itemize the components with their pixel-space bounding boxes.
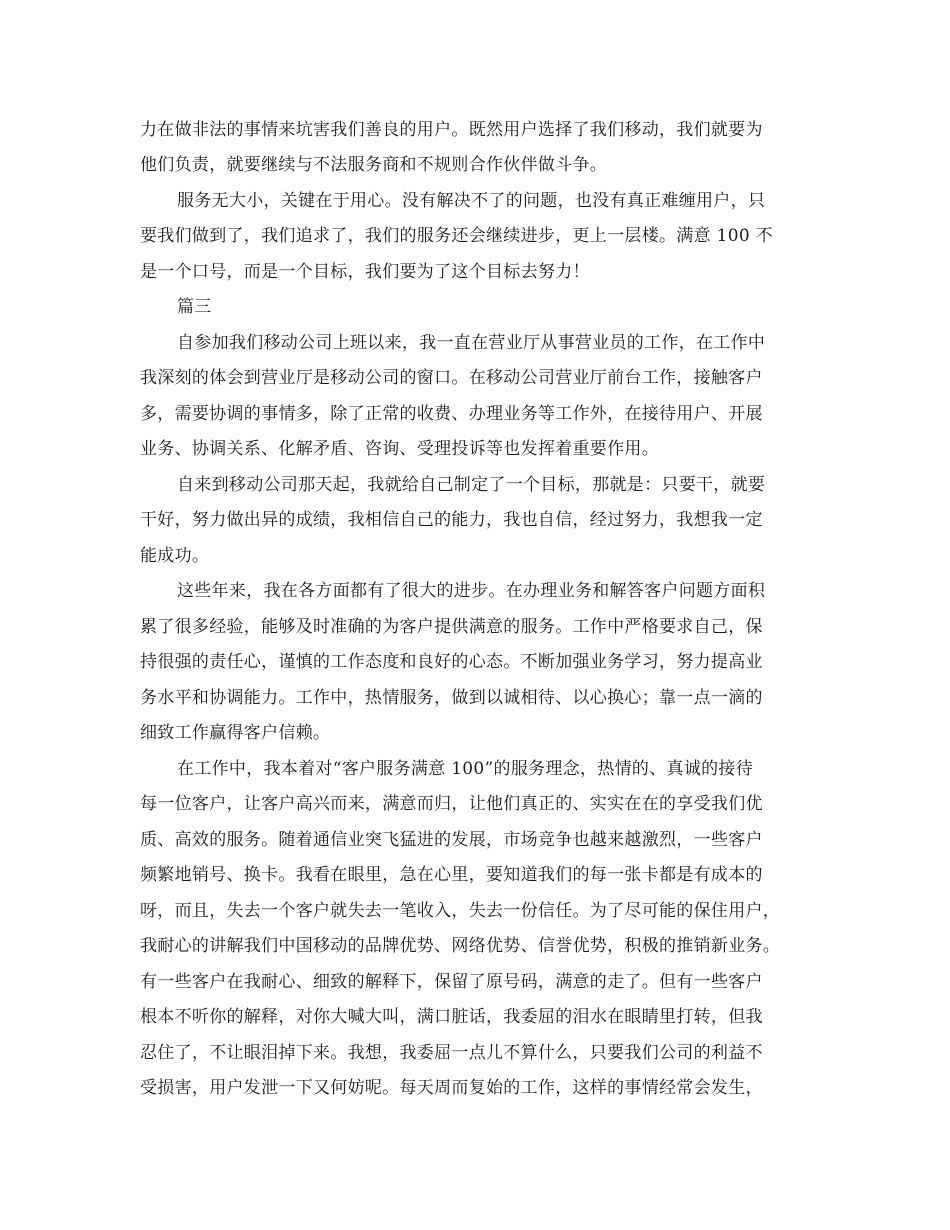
text-line: 频繁地销号、换卡。我看在眼里，急在心里，要知道我们的每一张卡都是有成本的 [140, 865, 763, 885]
text-line: 细致工作赢得客户信赖。 [140, 723, 331, 743]
text-line: 质、高效的服务。随着通信业突飞猛进的发展，市场竞争也越来越激烈，一些客户 [140, 830, 763, 850]
text-line: 要我们做到了，我们追求了，我们的服务还会继续进步，更上一层楼。满意 100 不 [140, 226, 773, 246]
text-line: 受损害，用户发泄一下又何妨呢。每天周而复始的工作，这样的事情经常会发生， [140, 1078, 763, 1098]
text-line: 业务、协调关系、化解矛盾、咨询、受理投诉等也发挥着重要作用。 [140, 439, 659, 459]
text-line: 持很强的责任心，谨慎的工作态度和良好的心态。不断加强业务学习，努力提高业 [140, 652, 763, 672]
text-line: 多，需要协调的事情多，除了正常的收费、办理业务等工作外，在接待用户、开展 [140, 404, 763, 424]
paragraph-start-line: 服务无大小，关键在于用心。没有解决不了的问题，也没有真正难缠用户，只 [177, 191, 766, 211]
text-line: 根本不听你的解释，对你大喊大叫，满口脏话，我委屈的泪水在眼睛里打转，但我 [140, 1007, 763, 1027]
text-line: 力在做非法的事情来坑害我们善良的用户。既然用户选择了我们移动，我们就要为 [140, 120, 763, 140]
text-line: 务水平和协调能力。工作中，热情服务，做到以诚相待、以心换心；靠一点一滴的 [140, 688, 763, 708]
text-line: 我耐心的讲解我们中国移动的品牌优势、网络优势、信誉优势，积极的推销新业务。 [140, 936, 781, 956]
paragraph-start-line: 在工作中，我本着对“客户服务满意 100”的服务理念，热情的、真诚的接待 [177, 759, 754, 779]
paragraph-start-line: 自参加我们移动公司上班以来，我一直在营业厅从事营业员的工作，在工作中 [177, 333, 766, 353]
text-line: 我深刻的体会到营业厅是移动公司的窗口。在移动公司营业厅前台工作，接触客户 [140, 368, 763, 388]
text-line: 每一位客户，让客户高兴而来，满意而归，让他们真正的、实实在在的享受我们优 [140, 794, 763, 814]
text-line: 忍住了，不让眼泪掉下来。我想，我委屈一点儿不算什么，只要我们公司的利益不 [140, 1043, 763, 1063]
text-line: 能成功。 [140, 546, 210, 566]
paragraph-start-line: 这些年来，我在各方面都有了很大的进步。在办理业务和解答客户问题方面积 [177, 581, 766, 601]
text-line: 他们负责，就要继续与不法服务商和不规则合作伙伴做斗争。 [140, 155, 608, 175]
section-heading: 篇三 [177, 297, 212, 317]
text-line: 是一个口号，而是一个目标，我们要为了这个目标去努力！ [140, 262, 590, 282]
text-line: 有一些客户在我耐心、细致的解释下，保留了原号码，满意的走了。但有一些客户 [140, 972, 763, 992]
text-line: 呀，而且，失去一个客户就失去一笔收入，失去一份信任。为了尽可能的保住用户， [140, 901, 781, 921]
paragraph-start-line: 自来到移动公司那天起，我就给自己制定了一个目标，那就是：只要干，就要 [177, 475, 766, 495]
text-line: 干好，努力做出异的成绩，我相信自己的能力，我也自信，经过努力，我想我一定 [140, 510, 763, 530]
text-line: 累了很多经验，能够及时准确的为客户提供满意的服务。工作中严格要求自己，保 [140, 617, 763, 637]
